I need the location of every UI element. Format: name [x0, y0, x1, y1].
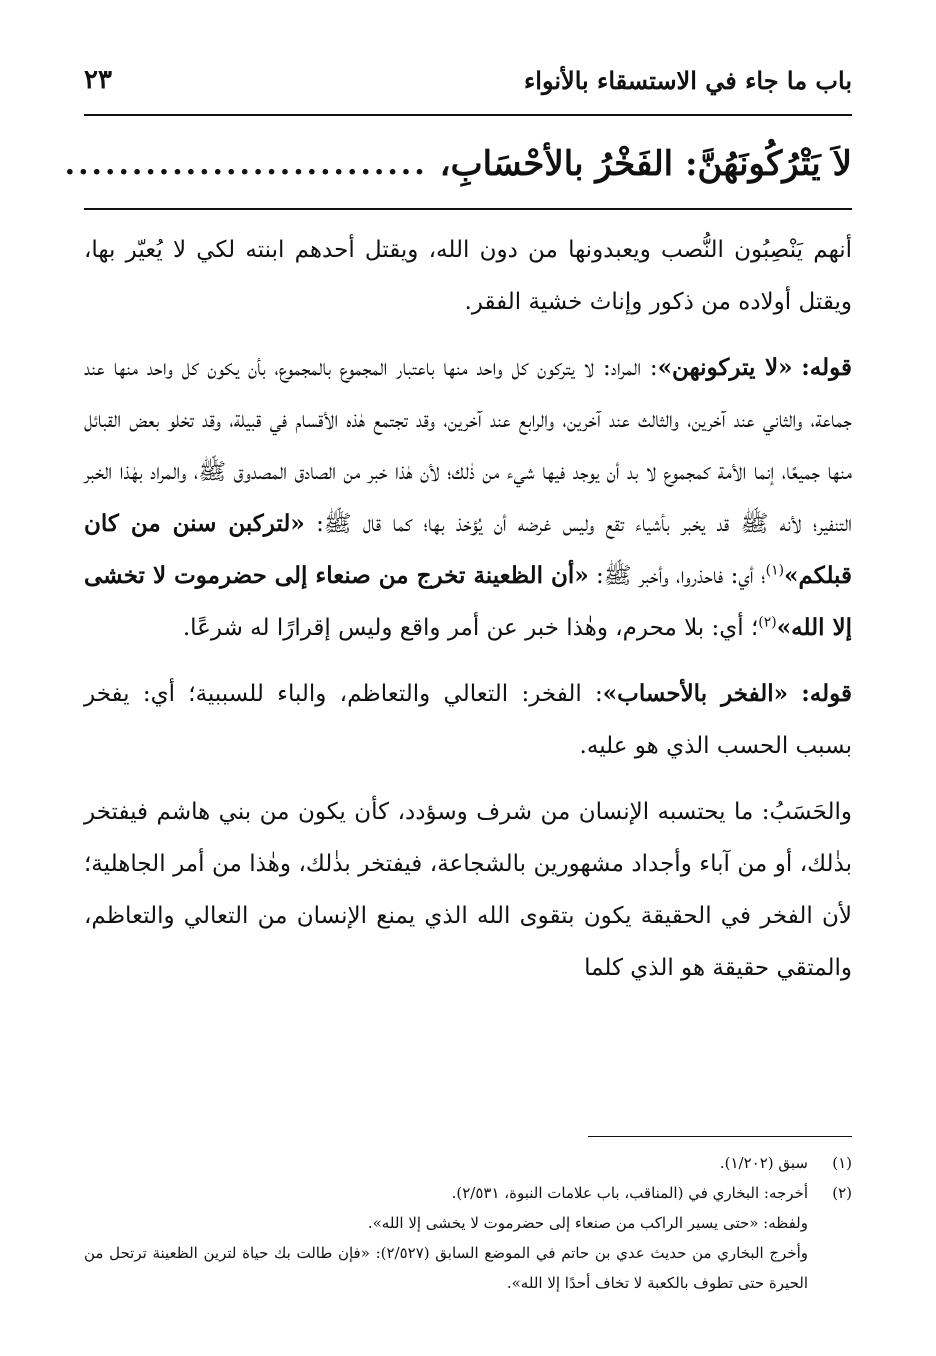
paragraph-4: والحَسَبُ: ما يحتسبه الإنسان من شرف وسؤدد، كأن يكون من بني هاشم فيفتخر بذٰلك، أو من آباء وأجداد مشهورين بالشجاعة، فيفتخر بذٰلك، وهٰذا من أمر الجاهلية؛ لأن الفخر في الحقيقة يكون بتقوى الله الذي يمنع الإنسان من التعالي والتعاظم، والمتقي حقيقة هو الذي كلما	[84, 799, 852, 981]
page-number: ٢٣	[84, 65, 112, 95]
footnote-2	[84, 1178, 852, 1208]
footnote-2-continuation: وأخرج البخاري من حديث عدي بن حاتم في الموضع السابق (٢/٥٢٧): «فإن طالت بك حياة لترين الظعينة ترتحل من الحيرة حتى تطوف بالكعبة لا تخاف أحدًا إلا الله».	[84, 1244, 808, 1292]
running-title: باب ما جاء في الاستسقاء بالأنواء	[523, 65, 852, 95]
hadith-quote: «لتركبن سنن من كان قبلكم»	[84, 510, 852, 589]
footnote-ref-1[interactable]: (١)	[765, 562, 785, 579]
paragraph-2	[84, 342, 852, 654]
quoted-phrase: «لا يتركونهن»	[657, 354, 793, 381]
paragraph-1: أنهم يَنْصِبُون النُّصب ويعبدونها من دون الله، ويقتل أحدهم ابنته لكي لا يُعيّر بها، ويقتل أولاده من ذكور وإناث خشية الفقر.	[84, 237, 852, 315]
footnote-number: (٢)	[832, 1184, 852, 1202]
footnote-1	[84, 1148, 852, 1178]
qawluhu-label: قوله:	[801, 680, 853, 707]
paragraph-text: ؛ أي: بلا محرم، وهٰذا خبر عن أمر واقع وليس إقرارًا له شرعًا.	[182, 615, 759, 641]
quoted-phrase: «الفخر بالأحساب»	[602, 680, 789, 707]
paragraph-text: ؛ أي: فاحذروا، وأخبر ﷺ:	[596, 563, 766, 589]
footnote-rule	[588, 1136, 852, 1137]
hadith-quote: «أن الظعينة تخرج من صنعاء إلى حضرموت لا تخشى إلا الله»	[84, 562, 852, 641]
matn-heading	[64, 132, 852, 196]
footnote-text: سبق (١/٢٠٢).	[719, 1154, 808, 1172]
matn-text: لاَ يَتْرُكُونَهُنَّ: الفَخْرُ بالأحْسَابِ،	[439, 144, 852, 184]
paragraph-text: : المراد: لا يتركون كل واحد منها باعتبار المجموع بالمجموع، بأن يكون كل واحد منها عند جماعة، والثاني عند آخرين، والثالث عند آخرين، والرابع عند آخرين، وقد تجتمع هٰذه الأقسام في قبيلة، وقد تخلو بعض القبائل منها جميعًا، إنما الأمة كمجموع لا بد أن يوجد فيها شيء من ذٰلك؛ لأن هٰذا خبر من الصادق المصدوق ﷺ، والمراد بهٰذا الخبر التنفير؛ لأنه ﷺ قد يخبر بأشياء تقع وليس غرضه أن يُؤخذ بها؛ كما قال ﷺ:	[84, 355, 852, 537]
matn-dots: ...........................	[64, 146, 428, 182]
paragraph-text: : الفخر: التعالي والتعاظم، والباء للسببية؛ أي: يفخر بسبب الحسب الذي هو عليه.	[84, 681, 852, 759]
footnote-text: أخرجه: البخاري في (المناقب، باب علامات النبوة، ٢/٥٣١).	[451, 1184, 808, 1202]
header-rule	[84, 114, 852, 116]
footnote-number: (١)	[832, 1154, 852, 1172]
commentary-body	[84, 224, 852, 1008]
paragraph-3	[84, 668, 852, 772]
matn-rule	[84, 208, 852, 210]
footnotes	[84, 1148, 852, 1298]
running-header	[84, 58, 852, 102]
footnote-ref-2[interactable]: (٢)	[758, 614, 777, 631]
footnote-2-continuation: ولفظه: «حتى يسير الراكب من صنعاء إلى حضرموت لا يخشى إلا الله».	[367, 1214, 808, 1232]
qawluhu-label: قوله:	[801, 354, 853, 381]
